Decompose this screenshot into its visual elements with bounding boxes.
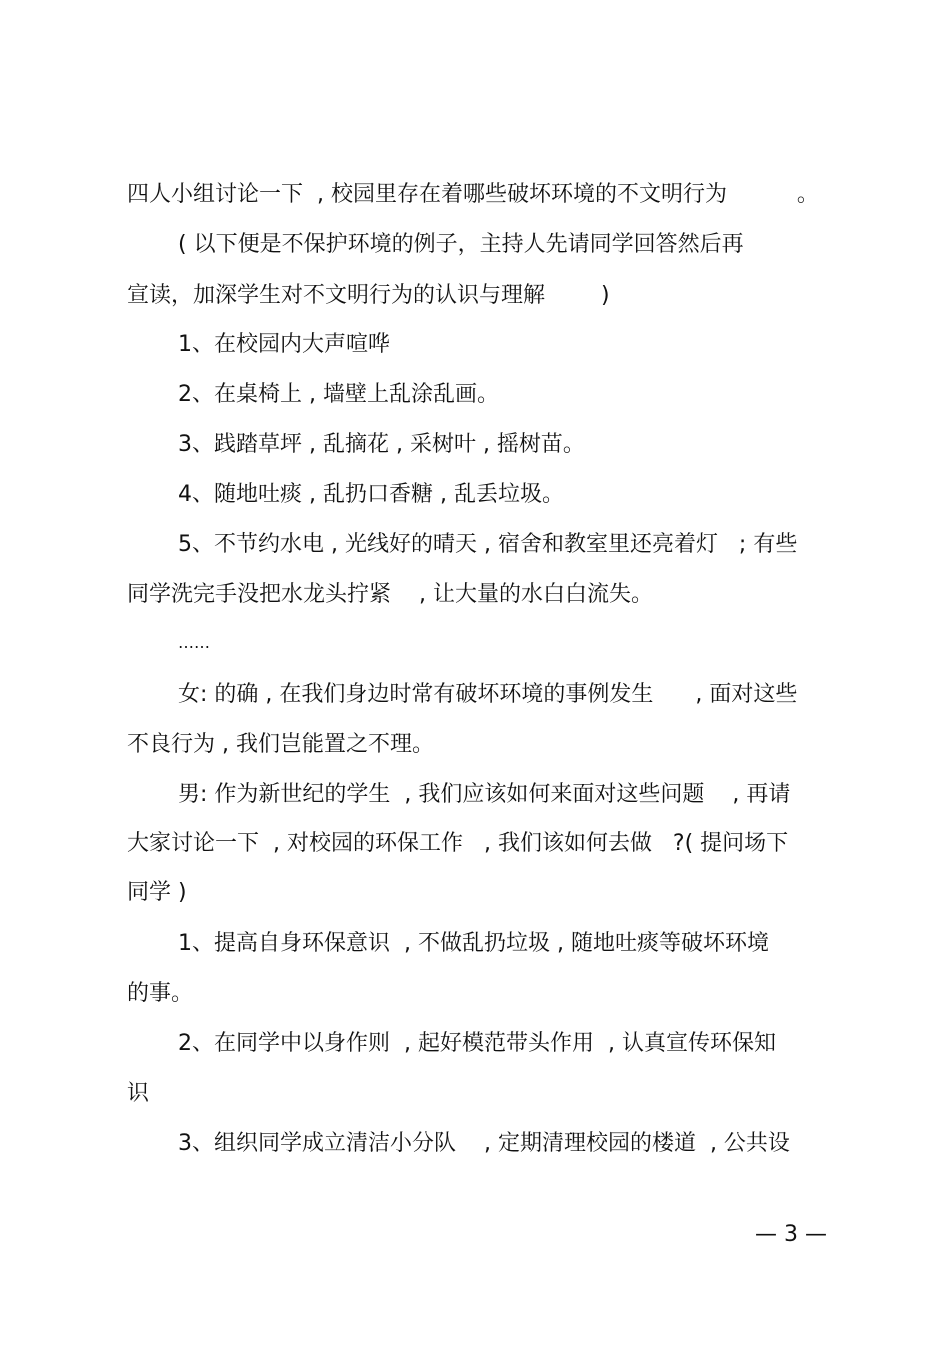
- list-item: 3、组织同学成立清洁小分队 , 定期清理校园的楼道 , 公共设: [178, 1131, 790, 1156]
- ellipsis-line: ……: [178, 633, 210, 652]
- paragraph-line: ( 以下便是不保护环境的例子，主持人先请同学回答然后再: [178, 232, 744, 257]
- list-item: 4、随地吐痰 , 乱扔口香糖 , 乱丢垃圾。: [178, 482, 564, 507]
- paragraph-line: 女: 的确 , 在我们身边时常有破坏环境的事例发生 , 面对这些: [178, 682, 798, 707]
- list-item: 3、践踏草坪 , 乱摘花 , 采树叶 , 摇树苗。: [178, 432, 585, 457]
- list-item: 5、不节约水电 , 光线好的晴天 , 宿舍和教室里还亮着灯 ; 有些: [178, 532, 798, 557]
- paragraph-line: 识: [127, 1081, 150, 1106]
- paragraph-line: 大家讨论一下 , 对校园的环保工作 , 我们该如何去做 ?( 提问场下: [127, 831, 789, 856]
- list-item: 2、在同学中以身作则 , 起好模范带头作用 , 认真宣传环保知: [178, 1031, 776, 1056]
- paragraph-line: 男: 作为新世纪的学生 , 我们应该如何来面对这些问题 , 再请: [178, 782, 791, 807]
- paragraph-line: 四人小组讨论一下 , 校园里存在着哪些破坏环境的不文明行为 。: [127, 182, 819, 207]
- paragraph-line: 的事。: [127, 981, 194, 1006]
- list-item: 1、在校园内大声喧哗: [178, 332, 390, 357]
- page-number: — 3 —: [755, 1222, 827, 1247]
- list-item: 1、提高自身环保意识 , 不做乱扔垃圾 , 随地吐痰等破坏环境: [178, 931, 769, 956]
- paragraph-line: 宣读，加深学生对不文明行为的认识与理解 ): [127, 283, 610, 308]
- paragraph-line: 不良行为 , 我们岂能置之不理。: [127, 732, 434, 757]
- list-item: 2、在桌椅上 , 墙壁上乱涂乱画。: [178, 382, 499, 407]
- paragraph-line: 同学 ): [127, 880, 187, 905]
- paragraph-line: 同学洗完手没把水龙头拧紧 , 让大量的水白白流失。: [127, 582, 653, 607]
